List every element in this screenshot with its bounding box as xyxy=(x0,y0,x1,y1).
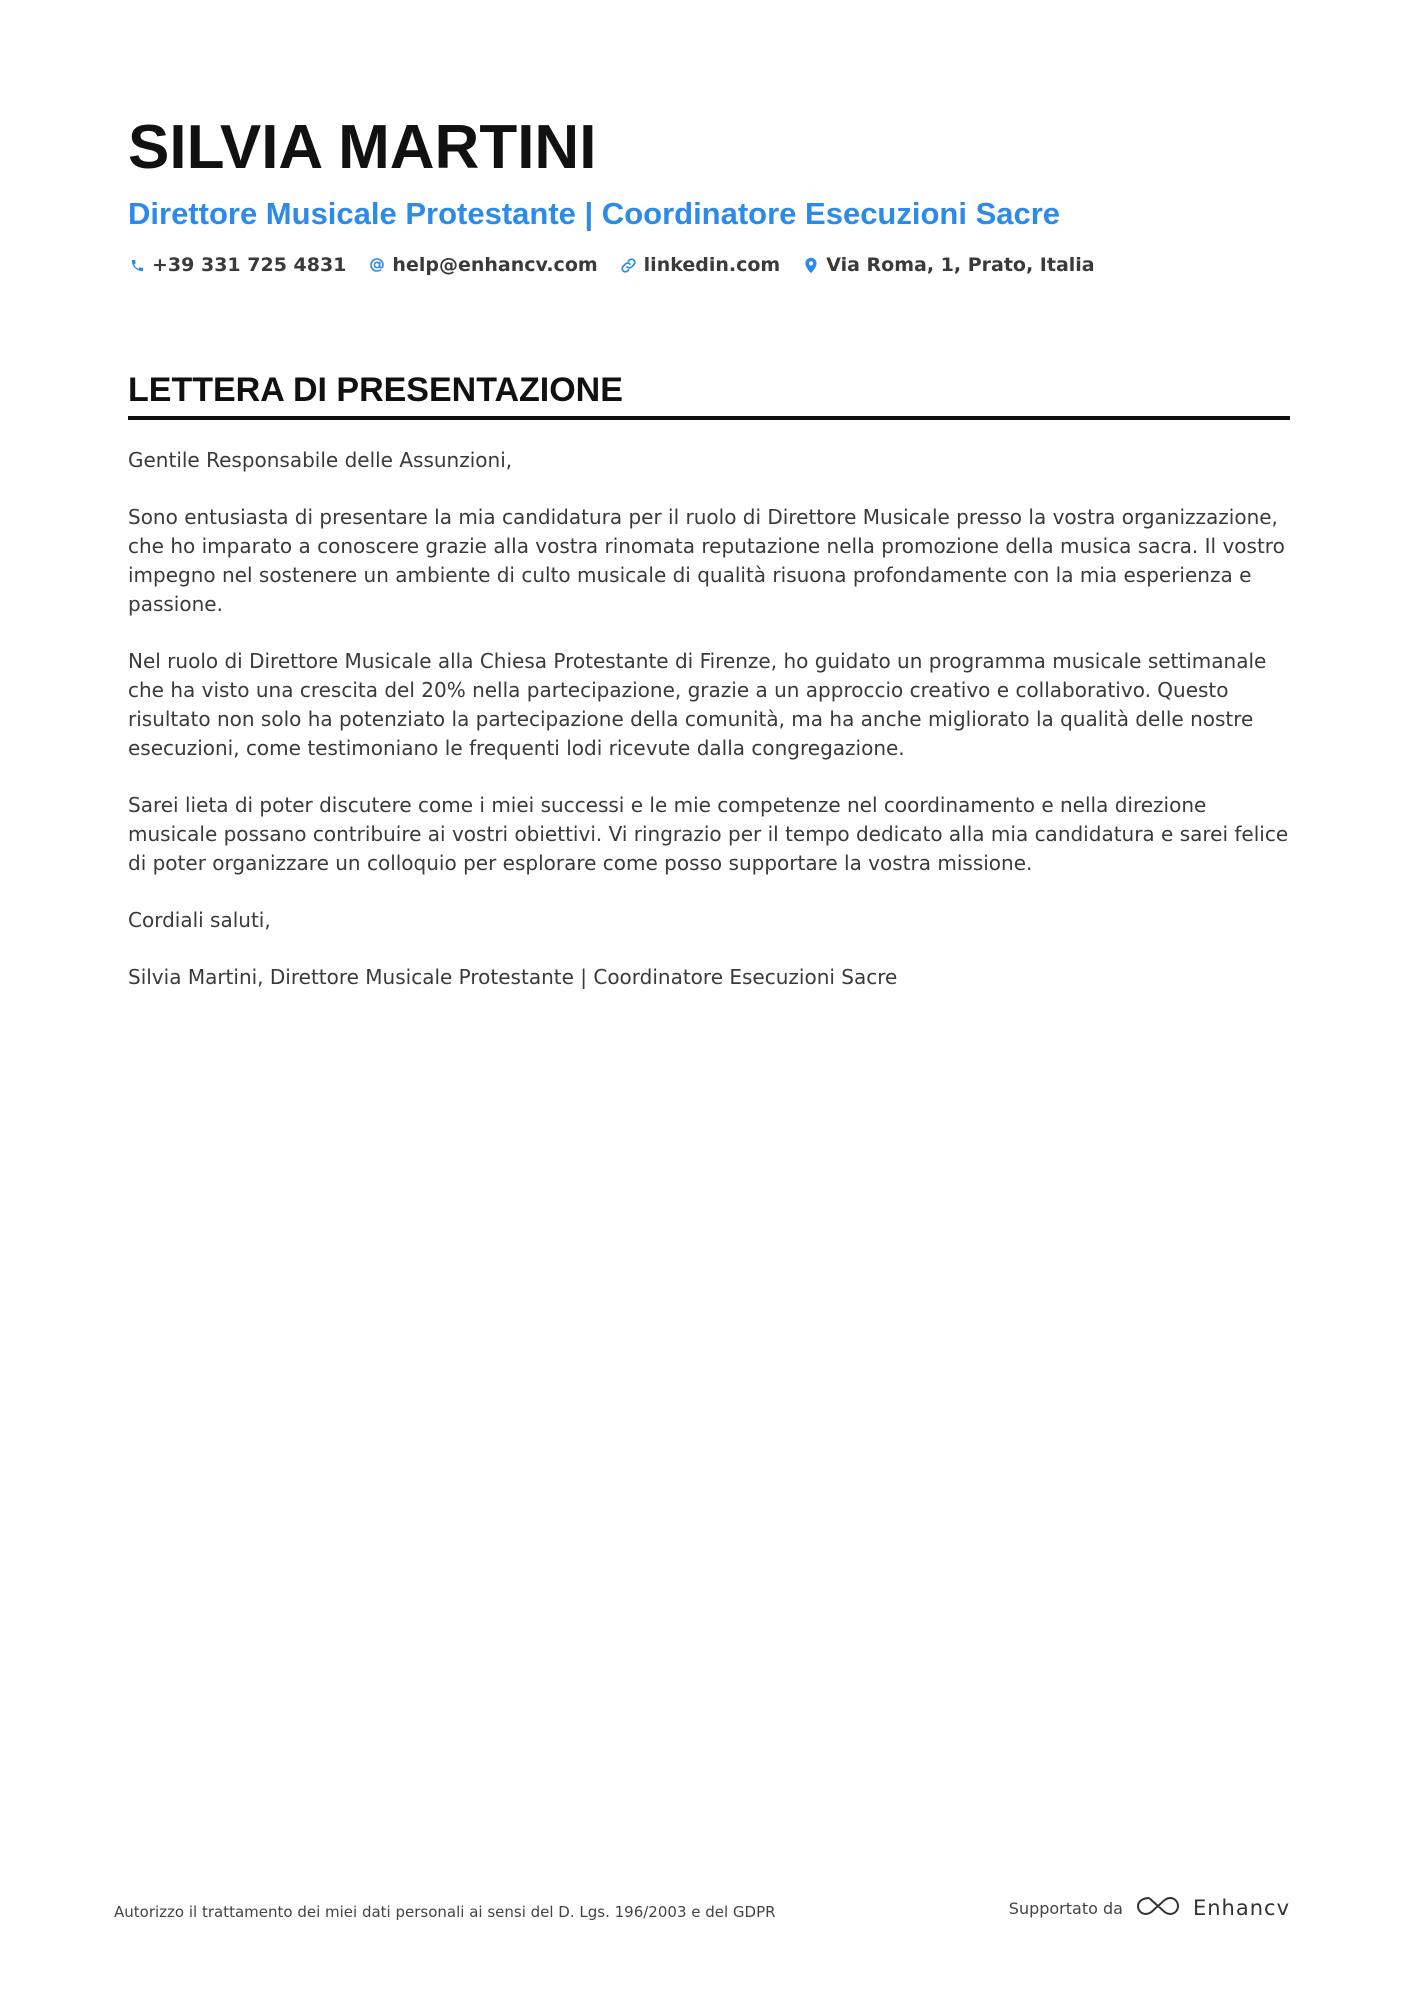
section-title: LETTERA DI PRESENTAZIONE xyxy=(128,368,1290,420)
candidate-headline: Direttore Musicale Protestante | Coordinatore Esecuzioni Sacre xyxy=(128,196,1061,231)
letter-paragraph: Nel ruolo di Direttore Musicale alla Chiesa Protestante di Firenze, ho guidato un programma musicale settimanale che ha visto una crescita del 20% nella partecipazione, grazie a un approccio creativo e collaborativo. Questo risultato non solo ha potenziato la partecipazione della comunità, ma ha anche migliorato la qualità delle nostre esecuzioni, come testimoniano le frequenti lodi ricevute dalla congregazione. xyxy=(128,649,1267,760)
contact-bar xyxy=(128,254,1288,276)
at-icon xyxy=(368,256,386,274)
phone-icon xyxy=(128,256,146,274)
letter-greeting: Gentile Responsabile delle Assunzioni, xyxy=(128,448,513,472)
contact-location-text: Via Roma, 1, Prato, Italia xyxy=(826,254,1095,276)
letter-paragraph: Sarei lieta di poter discutere come i miei successi e le mie competenze nel coordinamento e nella direzione musicale possano contribuire ai vostri obiettivi. Vi ringrazio per il tempo dedicato alla mia candidatura e sarei felice di poter organizzare un colloquio per esplorare come posso supportare la vostra missione. xyxy=(128,793,1289,875)
contact-phone-text: +39 331 725 4831 xyxy=(152,254,347,276)
letter-body xyxy=(128,446,1290,992)
letter-closing: Cordiali saluti, xyxy=(128,908,271,932)
contact-phone[interactable] xyxy=(128,254,346,276)
enhancv-brand[interactable] xyxy=(1135,1894,1290,1922)
contact-linkedin-text: linkedin.com xyxy=(643,254,781,276)
contact-email[interactable] xyxy=(368,254,597,276)
contact-location xyxy=(802,254,1094,276)
candidate-name: SILVIA MARTINI xyxy=(128,113,597,182)
link-icon xyxy=(620,256,638,274)
powered-by[interactable] xyxy=(1009,1894,1290,1922)
cover-letter-section xyxy=(128,368,1290,1020)
enhancv-logo-icon xyxy=(1135,1894,1181,1922)
contact-linkedin[interactable] xyxy=(620,254,781,276)
letter-signature: Silvia Martini, Direttore Musicale Protestante | Coordinatore Esecuzioni Sacre xyxy=(128,965,898,989)
enhancv-brand-name: Enhancv xyxy=(1192,1896,1290,1920)
letter-paragraph: Sono entusiasta di presentare la mia candidatura per il ruolo di Direttore Musicale presso la vostra organizzazione, che ho imparato a conoscere grazie alla vostra rinomata reputazione nella promozione della musica sacra. Il vostro impegno nel sostenere un ambiente di culto musicale di qualità risuona profondamente con la mia esperienza e passione. xyxy=(128,505,1285,616)
location-pin-icon xyxy=(802,256,820,274)
resume-header xyxy=(128,110,1288,276)
privacy-consent: Autorizzo il trattamento dei miei dati personali ai sensi del D. Lgs. 196/2003 e del GDPR xyxy=(114,1903,776,1921)
contact-email-text: help@enhancv.com xyxy=(392,254,598,276)
powered-by-label: Supportato da xyxy=(1008,1898,1123,1918)
page-footer xyxy=(114,1893,1290,1923)
